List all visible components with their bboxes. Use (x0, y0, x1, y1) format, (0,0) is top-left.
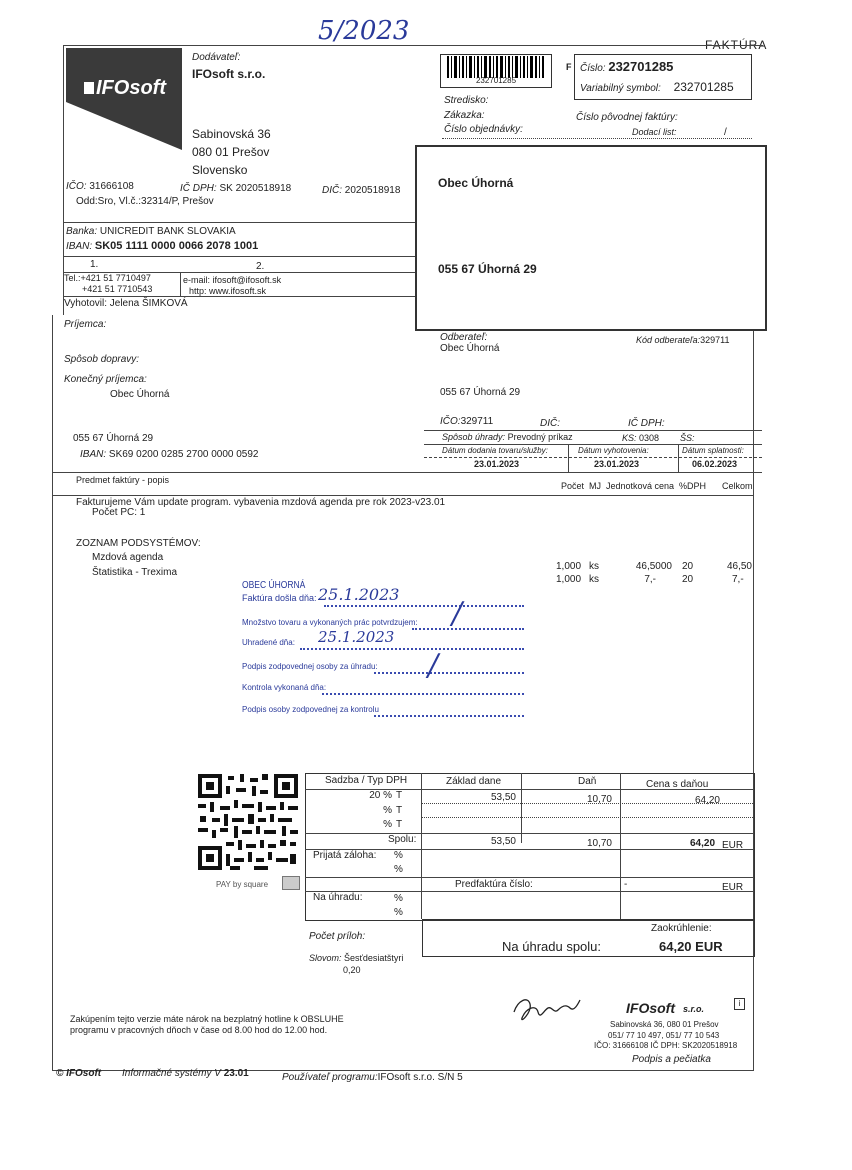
item-unit: ks (589, 561, 599, 572)
vat-header: %DPH (679, 481, 707, 491)
supply-date: 23.01.2023 (474, 459, 520, 469)
tax-base-header: Základ dane (446, 776, 502, 787)
handwritten-signature (508, 990, 584, 1030)
issue-date: 23.01.2023 (594, 459, 640, 469)
items-subject-header: Predmet faktúry - popis (76, 475, 170, 485)
address-street: 055 67 Úhorná 29 (438, 262, 537, 276)
vat-tax: 10,70 (586, 794, 612, 805)
customer-name: Obec Úhorná (440, 343, 500, 354)
specific-symbol-label: ŠS: (680, 433, 695, 443)
sum-base: 53,50 (490, 836, 516, 847)
f-mark: F (566, 62, 572, 72)
customer-code: Kód odberateľa:329711 (636, 335, 730, 345)
item-qty: 1,000 (556, 561, 582, 572)
stredisko-label: Stredisko: (444, 95, 489, 106)
stamp-confirm-signature: / (452, 596, 463, 631)
constant-symbol: KS: 0308 (622, 433, 660, 443)
sum-gross: 64,20 (690, 838, 716, 849)
pay-by-square-qr (196, 772, 300, 872)
vat-rate: 20 % (369, 790, 392, 801)
signature-label: Podpis a pečiatka (632, 1054, 711, 1065)
supplier-country: Slovensko (192, 163, 248, 177)
final-recipient-label: Konečný príjemca: (64, 374, 147, 385)
supplier-label: Dodávateľ: (192, 52, 241, 63)
supplier-icdph: IČ DPH: SK 2020518918 (180, 183, 292, 194)
handwritten-invoice-number: 5/2023 (318, 16, 410, 46)
variable-symbol: Variabilný symbol: 232701285 (580, 80, 734, 94)
card-icon (282, 876, 300, 890)
qty-header: Počet (561, 481, 585, 491)
supplier-web: http: www.ifosoft.sk (189, 286, 267, 296)
subsystems-label: ZOZNAM PODSYSTÉMOV: (76, 538, 201, 549)
item-name: Štatistika - Trexima (92, 567, 178, 578)
address-name: Obec Úhorná (438, 176, 514, 190)
item-price: 46,5000 (635, 561, 672, 572)
original-invoice-label: Číslo pôvodnej faktúry: (576, 112, 678, 123)
document-type: FAKTÚRA (705, 38, 768, 52)
pay-by-square-caption: PAY by square (216, 880, 269, 889)
vat-type: T (396, 819, 403, 830)
recipient-label: Príjemca: (64, 319, 107, 330)
transport-label: Spôsob dopravy: (64, 354, 140, 365)
item-unit: ks (589, 574, 599, 585)
due-date-label: Dátum splatnosti: (682, 446, 744, 455)
amount-in-words-2: 0,20 (343, 965, 361, 975)
stamp-received-label: Faktúra došla dňa: (242, 593, 317, 603)
vat-rate: % (383, 819, 392, 830)
customer-ico: IČO:329711 (440, 416, 494, 427)
item-vat: 20 (682, 574, 694, 585)
item-vat: 20 (682, 561, 694, 572)
stamp-control-sign-label: Podpis osoby zodpovednej za kontrolu (242, 705, 379, 714)
to-pay-pct: % (394, 893, 403, 904)
deposit-label: Prijatá záloha: (313, 850, 377, 861)
supplier-tel2: +421 51 7710543 (82, 284, 153, 294)
to-pay-label: Na úhradu: (313, 892, 363, 903)
stamp-ids: IČO: 31666108 IČ DPH: SK2020518918 (594, 1041, 738, 1050)
sum-label: Spolu: (388, 834, 417, 845)
deposit-pct: % (394, 850, 403, 861)
supplier-email: e-mail: ifosoft@ifosoft.sk (183, 275, 282, 285)
recipient-address: 055 67 Úhorná 29 (73, 433, 154, 444)
stamp-logo: IFOsoft (626, 1000, 675, 1016)
vat-rate: % (383, 805, 392, 816)
customer-address: 055 67 Úhorná 29 (440, 387, 521, 398)
customer-dic-label: DIČ: (540, 418, 560, 429)
payment-method: Spôsob úhrady: Prevodný príkaz (442, 432, 573, 442)
proforma-label: Predfaktúra číslo: (455, 879, 533, 890)
item-qty: 1,000 (556, 574, 582, 585)
to-pay-pct-2: % (394, 907, 403, 918)
gross-header: Cena s daňou (646, 779, 709, 790)
tax-header: Daň (578, 776, 597, 787)
proforma-dash: - (624, 879, 628, 890)
supplier-tel1: Tel.:+421 51 7710497 (64, 273, 151, 283)
order-number-label: Číslo objednávky: (444, 124, 523, 135)
unit-header: MJ (589, 481, 601, 491)
sum-tax: 10,70 (586, 838, 612, 849)
customer-label: Odberateľ: (440, 332, 488, 343)
stamp-paid-date: 25.1.2023 (318, 628, 395, 646)
unit-price-header: Jednotková cena (606, 481, 675, 491)
supplier-city: 080 01 Prešov (192, 145, 270, 159)
stamp-paid-label: Uhradené dňa: (242, 638, 295, 647)
item-total: 46,50 (726, 561, 752, 572)
item-price: 7,- (644, 574, 656, 585)
description-line: Fakturujeme Vám update program. vybavenia mzdová agenda pre rok 2023-v23.01 (76, 497, 446, 508)
stamp-payment-sign-label: Podpis zodpovednej osoby za úhradu: (242, 662, 378, 671)
ifosoft-logo (66, 48, 182, 150)
recipient-iban: IBAN: SK69 0200 0285 2700 0000 0592 (80, 449, 259, 460)
footer-system: Informačné systémy V 23.01 (122, 1068, 249, 1079)
vat-base: 53,50 (490, 792, 516, 803)
supplier-bank: Banka: UNICREDIT BANK SLOVAKIA (66, 226, 236, 237)
total-due-label: Na úhradu spolu: (502, 939, 602, 954)
item-name: Mzdová agenda (92, 552, 164, 563)
column-2: 2. (256, 261, 265, 272)
pc-count: Počet PC: 1 (92, 507, 146, 518)
issuer: Vyhotovil: Jelena ŠIMKOVÁ (64, 298, 188, 309)
supplier-register: Odd:Sro, Vl.č.:32314/P, Prešov (76, 196, 214, 207)
svg-text:IFOsoft: IFOsoft (96, 77, 166, 99)
delivery-note-value: / (724, 127, 727, 138)
deposit-pct-2: % (394, 864, 403, 875)
vat-type: T (396, 805, 403, 816)
hotline-note: Zakúpením tejto verzie máte nárok na bezplatný hotline k OBSLUHE programu v pracovných dňoch v čase od 8.00 hod do 12.00 hod. (70, 1014, 344, 1035)
total-due-amount: 64,20 EUR (659, 939, 723, 954)
proforma-currency: EUR (722, 882, 744, 893)
stamp-confirm-label: Množstvo tovaru a vykonaných prác potvrdzujem: (242, 618, 418, 627)
column-1: 1. (90, 259, 99, 270)
barcode-number: 232701285 (475, 76, 517, 85)
address-window (415, 145, 767, 331)
supplier-name: IFOsoft s.r.o. (192, 67, 266, 81)
supplier-ico: IČO: 31666108 (66, 181, 134, 192)
stamp-title: OBEC ÚHORNÁ (242, 580, 306, 591)
issue-date-label: Dátum vyhotovenia: (578, 446, 649, 455)
vat-rate-header: Sadzba / Typ DPH (325, 775, 408, 786)
sum-currency: EUR (722, 840, 744, 851)
barcode (440, 54, 552, 88)
stamp-logo-suffix: s.r.o. (683, 1004, 705, 1014)
stamp-phones: 051/ 77 10 497, 051/ 77 10 543 (608, 1031, 720, 1040)
attachments-label: Počet príloh: (309, 931, 366, 942)
rounding-label: Zaokrúhlenie: (651, 923, 712, 934)
customer-icdph-label: IČ DPH: (628, 418, 665, 429)
item-total: 7,- (732, 574, 744, 585)
amount-in-words: Slovom: Šesťdesiatštyri (309, 953, 404, 963)
info-mark: i (734, 998, 745, 1010)
due-date: 06.02.2023 (692, 459, 738, 469)
zakazka-label: Zákazka: (444, 110, 485, 121)
stamp-control-label: Kontrola vykonaná dňa: (242, 683, 327, 692)
final-recipient-name: Obec Úhorná (110, 389, 170, 400)
footer-copyright: © IFOsoft (56, 1068, 102, 1079)
supply-date-label: Dátum dodania tovaru/služby: (442, 446, 548, 455)
vat-type: T (396, 790, 403, 801)
supplier-iban: IBAN: SK05 1111 0000 0066 2078 1001 (66, 240, 259, 252)
stamp-received-date: 25.1.2023 (318, 585, 400, 604)
supplier-street: Sabinovská 36 (192, 127, 271, 141)
invoice-number: Číslo: 232701285 (580, 59, 674, 74)
delivery-note-label: Dodací list: (632, 127, 677, 137)
total-header: Celkom (722, 481, 753, 491)
stamp-payment-signature: / (428, 648, 439, 683)
supplier-dic: DIČ: 2020518918 (322, 185, 401, 196)
vat-gross: 64,20 (694, 795, 720, 806)
footer-user: Používateľ programu:IFOsoft s.r.o. S/N 5 (282, 1072, 463, 1083)
stamp-address: Sabinovská 36, 080 01 Prešov (610, 1020, 719, 1029)
